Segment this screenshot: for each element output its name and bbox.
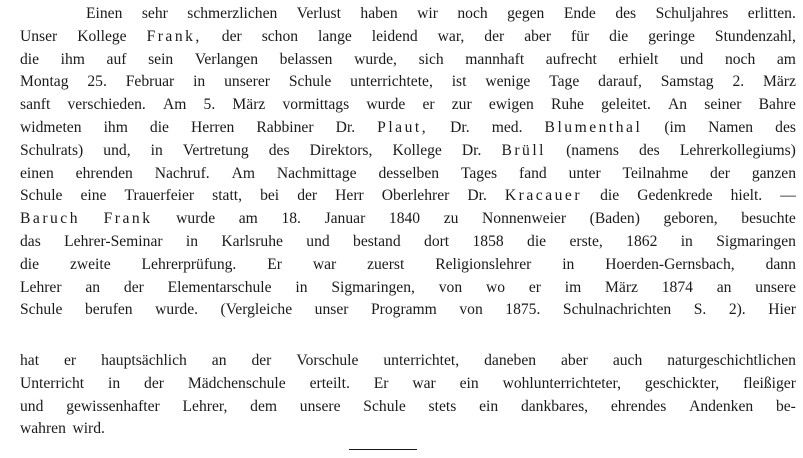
- text-line: Montag 25. Februar in unserer Schule unterrichtete, ist wenige Tage darauf, Samstag 2. März: [20, 73, 796, 91]
- text-line: die zweite Lehrerprüfung. Er war zuerst Religionslehrer in Hoerden-Gernsbach, dann: [20, 255, 796, 273]
- text-line: Unser Kollege Frank, der schon lange leidend war, der aber für die geringe Stundenzahl,: [20, 27, 796, 45]
- text-line: die ihm auf sein Verlangen belassen wurde, sich mannhaft aufrecht erhielt und noch am: [20, 50, 796, 68]
- text-line: Lehrer an der Elementarschule in Sigmaringen, von wo er im März 1874 an unsere: [20, 278, 796, 296]
- text-line: sanft verschieden. Am 5. März vormittags wurde er zur ewigen Ruhe geleitet. An seiner Bahre: [20, 96, 796, 114]
- obituary-paragraph-1: [20, 3, 796, 322]
- text-line: und gewissenhafter Lehrer, dem unsere Schule stets ein dankbares, ehrendes Andenken be-: [20, 397, 796, 415]
- text-line: Baruch Frank wurde am 18. Januar 1840 zu Nonnenweier (Baden) geboren, besuchte: [20, 210, 796, 228]
- text-line: Schulrats) und, in Vertretung des Direktors, Kollege Dr. Brüll (namens des Lehrerkollegiums): [20, 141, 796, 159]
- text-line: Schule berufen wurde. (Vergleiche unser Programm von 1875. Schulnachrichten S. 2). Hier: [20, 301, 796, 319]
- text-line: widmeten ihm die Herren Rabbiner Dr. Plaut, Dr. med. Blumenthal (im Namen des: [20, 118, 796, 136]
- text-line: Unterricht in der Mädchenschule erteilt. Er war ein wohlunterrichteter, geschickter, fleißiger: [20, 374, 796, 392]
- closing-rule: [349, 449, 417, 450]
- obituary-paragraph-2: [20, 350, 796, 441]
- text-line: Einen sehr schmerzlichen Verlust haben wir noch gegen Ende des Schuljahres erlitten.: [86, 5, 796, 22]
- text-line: wahren wird.: [20, 420, 105, 438]
- text-line: einen ehrenden Nachruf. Am Nachmittage desselben Tages fand unter Teilnahme der ganzen: [20, 164, 796, 182]
- text-line: das Lehrer-Seminar in Karlsruhe und bestand dort 1858 die erste, 1862 in Sigmaringen: [20, 232, 796, 250]
- text-line: hat er hauptsächlich an der Vorschule unterrichtet, daneben aber auch naturgeschichtlichen: [20, 352, 796, 369]
- text-line: Schule eine Trauerfeier statt, bei der Herr Oberlehrer Dr. Kracauer die Gedenkrede hielt. —: [20, 187, 796, 205]
